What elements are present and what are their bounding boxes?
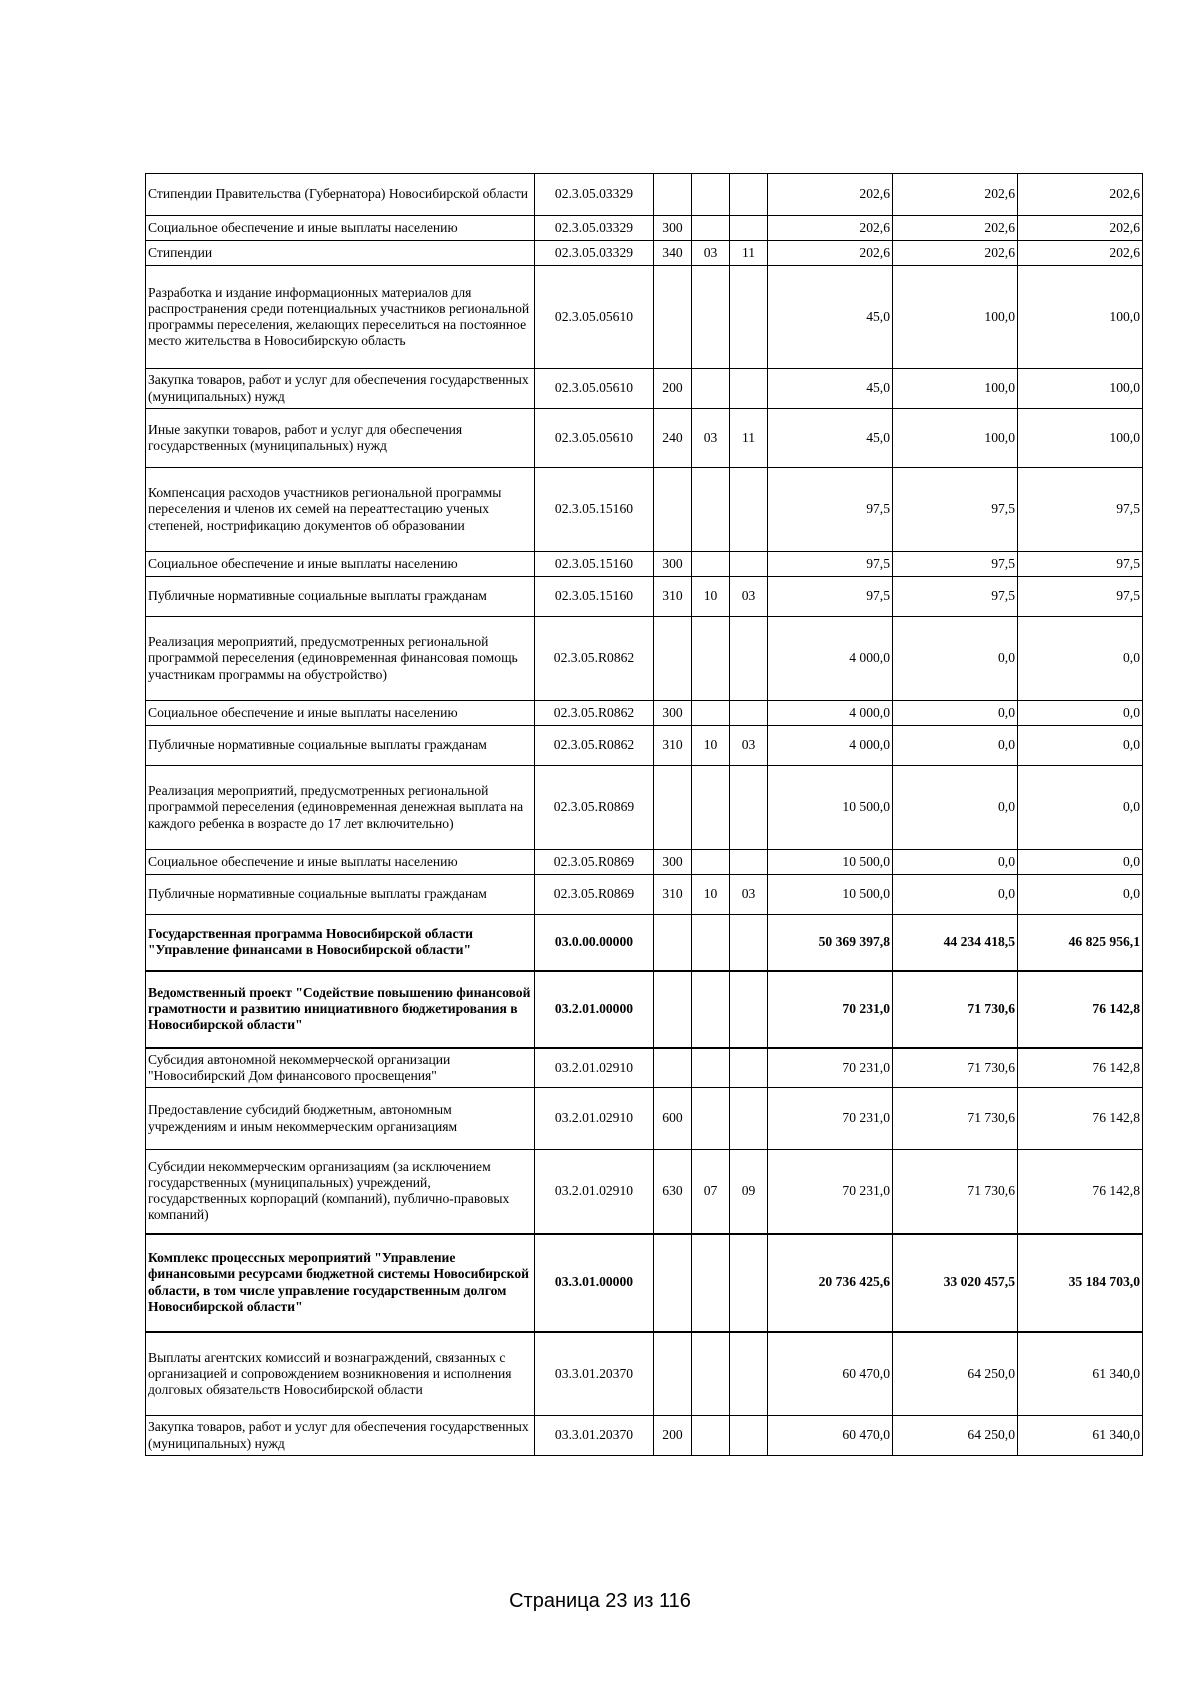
row-subsection bbox=[730, 468, 768, 552]
row-amount-year-2: 202,6 bbox=[893, 174, 1018, 216]
row-target-code: 02.3.05.R0869 bbox=[535, 766, 654, 850]
row-section bbox=[692, 766, 730, 850]
row-amount-year-2: 71 730,6 bbox=[893, 971, 1018, 1048]
row-target-code: 02.3.05.R0862 bbox=[535, 701, 654, 726]
row-amount-year-1: 202,6 bbox=[768, 241, 893, 266]
row-expense-type: 300 bbox=[654, 701, 692, 726]
row-name: Закупка товаров, работ и услуг для обеспечения государственных (муниципальных) нужд bbox=[146, 1416, 535, 1456]
row-amount-year-2: 71 730,6 bbox=[893, 1048, 1018, 1088]
row-amount-year-3: 97,5 bbox=[1018, 552, 1143, 577]
row-target-code: 03.3.01.20370 bbox=[535, 1332, 654, 1416]
row-name: Разработка и издание информационных материалов для распространения среди потенциальных участников региональной программы переселения, желающих переселиться на постоянное место жительства в Новосибирскую область bbox=[146, 266, 535, 369]
row-amount-year-3: 202,6 bbox=[1018, 216, 1143, 241]
row-amount-year-2: 100,0 bbox=[893, 409, 1018, 468]
row-amount-year-3: 0,0 bbox=[1018, 850, 1143, 875]
row-amount-year-1: 4 000,0 bbox=[768, 726, 893, 766]
row-amount-year-2: 97,5 bbox=[893, 577, 1018, 617]
table-row bbox=[146, 766, 1143, 850]
table-row bbox=[146, 726, 1143, 766]
row-subsection bbox=[730, 266, 768, 369]
row-amount-year-3: 97,5 bbox=[1018, 577, 1143, 617]
row-subsection bbox=[730, 915, 768, 971]
row-amount-year-3: 0,0 bbox=[1018, 701, 1143, 726]
row-subsection: 11 bbox=[730, 409, 768, 468]
row-subsection bbox=[730, 1088, 768, 1150]
row-section bbox=[692, 1048, 730, 1088]
row-amount-year-3: 100,0 bbox=[1018, 409, 1143, 468]
row-target-code: 03.2.01.02910 bbox=[535, 1088, 654, 1150]
row-expense-type: 310 bbox=[654, 577, 692, 617]
row-expense-type: 300 bbox=[654, 216, 692, 241]
row-expense-type bbox=[654, 266, 692, 369]
row-expense-type bbox=[654, 1048, 692, 1088]
row-amount-year-2: 71 730,6 bbox=[893, 1150, 1018, 1234]
row-section bbox=[692, 617, 730, 701]
table-row bbox=[146, 850, 1143, 875]
row-amount-year-3: 97,5 bbox=[1018, 468, 1143, 552]
row-amount-year-1: 202,6 bbox=[768, 216, 893, 241]
table-row bbox=[146, 266, 1143, 369]
row-amount-year-3: 61 340,0 bbox=[1018, 1416, 1143, 1456]
row-amount-year-1: 10 500,0 bbox=[768, 766, 893, 850]
table-row bbox=[146, 241, 1143, 266]
table-row bbox=[146, 1048, 1143, 1088]
row-section bbox=[692, 468, 730, 552]
row-name: Субсидии некоммерческим организациям (за исключением государственных (муниципальных) учреждений, государственных корпораций (компаний), публично-правовых компаний) bbox=[146, 1150, 535, 1234]
row-subsection bbox=[730, 971, 768, 1048]
row-subsection bbox=[730, 552, 768, 577]
table-row bbox=[146, 1088, 1143, 1150]
row-section bbox=[692, 369, 730, 409]
row-subsection: 03 bbox=[730, 726, 768, 766]
row-section bbox=[692, 1088, 730, 1150]
row-expense-type: 310 bbox=[654, 875, 692, 915]
row-section: 03 bbox=[692, 409, 730, 468]
table-row bbox=[146, 617, 1143, 701]
row-amount-year-1: 70 231,0 bbox=[768, 1048, 893, 1088]
row-amount-year-3: 0,0 bbox=[1018, 875, 1143, 915]
row-amount-year-2: 97,5 bbox=[893, 552, 1018, 577]
table-row bbox=[146, 552, 1143, 577]
row-section: 03 bbox=[692, 241, 730, 266]
row-amount-year-3: 202,6 bbox=[1018, 174, 1143, 216]
row-target-code: 03.3.01.20370 bbox=[535, 1416, 654, 1456]
row-expense-type: 630 bbox=[654, 1150, 692, 1234]
row-expense-type bbox=[654, 766, 692, 850]
row-amount-year-1: 60 470,0 bbox=[768, 1332, 893, 1416]
row-amount-year-2: 202,6 bbox=[893, 216, 1018, 241]
row-amount-year-2: 0,0 bbox=[893, 850, 1018, 875]
row-target-code: 02.3.05.15160 bbox=[535, 577, 654, 617]
row-name: Комплекс процессных мероприятий "Управление финансовыми ресурсами бюджетной системы Новосибирской области, в том числе управление государственным долгом Новосибирской области" bbox=[146, 1234, 535, 1332]
row-expense-type: 600 bbox=[654, 1088, 692, 1150]
row-section bbox=[692, 174, 730, 216]
row-amount-year-3: 76 142,8 bbox=[1018, 1048, 1143, 1088]
row-name: Ведомственный проект "Содействие повышению финансовой грамотности и развитию инициативного бюджетирования в Новосибирской области" bbox=[146, 971, 535, 1048]
row-amount-year-2: 0,0 bbox=[893, 617, 1018, 701]
row-amount-year-2: 0,0 bbox=[893, 875, 1018, 915]
row-section bbox=[692, 1332, 730, 1416]
row-section bbox=[692, 216, 730, 241]
row-amount-year-1: 4 000,0 bbox=[768, 701, 893, 726]
row-amount-year-3: 100,0 bbox=[1018, 266, 1143, 369]
row-amount-year-1: 97,5 bbox=[768, 468, 893, 552]
row-name: Публичные нормативные социальные выплаты гражданам bbox=[146, 726, 535, 766]
row-amount-year-1: 50 369 397,8 bbox=[768, 915, 893, 971]
table-row bbox=[146, 1332, 1143, 1416]
row-amount-year-1: 20 736 425,6 bbox=[768, 1234, 893, 1332]
row-name: Закупка товаров, работ и услуг для обеспечения государственных (муниципальных) нужд bbox=[146, 369, 535, 409]
row-amount-year-3: 0,0 bbox=[1018, 766, 1143, 850]
row-target-code: 02.3.05.03329 bbox=[535, 174, 654, 216]
row-name: Государственная программа Новосибирской области "Управление финансами в Новосибирской области" bbox=[146, 915, 535, 971]
row-name: Реализация мероприятий, предусмотренных региональной программой переселения (единовременная финансовая помощь участникам программы на обустройство) bbox=[146, 617, 535, 701]
row-section bbox=[692, 971, 730, 1048]
row-amount-year-2: 0,0 bbox=[893, 726, 1018, 766]
row-name: Компенсация расходов участников региональной программы переселения и членов их семей на переаттестацию ученых степеней, нострификацию документов об образовании bbox=[146, 468, 535, 552]
row-expense-type bbox=[654, 971, 692, 1048]
row-amount-year-1: 45,0 bbox=[768, 409, 893, 468]
row-target-code: 03.2.01.02910 bbox=[535, 1048, 654, 1088]
row-amount-year-1: 10 500,0 bbox=[768, 875, 893, 915]
row-target-code: 02.3.05.05610 bbox=[535, 266, 654, 369]
row-subsection bbox=[730, 1048, 768, 1088]
row-amount-year-3: 76 142,8 bbox=[1018, 971, 1143, 1048]
table-row bbox=[146, 875, 1143, 915]
row-target-code: 02.3.05.05610 bbox=[535, 409, 654, 468]
row-section bbox=[692, 1416, 730, 1456]
row-name: Стипендии Правительства (Губернатора) Новосибирской области bbox=[146, 174, 535, 216]
row-name: Социальное обеспечение и иные выплаты населению bbox=[146, 850, 535, 875]
row-subsection bbox=[730, 766, 768, 850]
row-amount-year-3: 0,0 bbox=[1018, 726, 1143, 766]
row-amount-year-3: 76 142,8 bbox=[1018, 1088, 1143, 1150]
row-subsection: 03 bbox=[730, 875, 768, 915]
row-amount-year-2: 33 020 457,5 bbox=[893, 1234, 1018, 1332]
row-amount-year-2: 202,6 bbox=[893, 241, 1018, 266]
row-target-code: 03.2.01.02910 bbox=[535, 1150, 654, 1234]
budget-table bbox=[145, 173, 1143, 1456]
row-amount-year-1: 70 231,0 bbox=[768, 1150, 893, 1234]
row-expense-type bbox=[654, 1332, 692, 1416]
table-body bbox=[146, 174, 1143, 1456]
row-target-code: 02.3.05.R0869 bbox=[535, 875, 654, 915]
row-amount-year-1: 45,0 bbox=[768, 369, 893, 409]
row-name: Иные закупки товаров, работ и услуг для обеспечения государственных (муниципальных) нужд bbox=[146, 409, 535, 468]
row-target-code: 02.3.05.05610 bbox=[535, 369, 654, 409]
row-amount-year-3: 61 340,0 bbox=[1018, 1332, 1143, 1416]
row-subsection bbox=[730, 1332, 768, 1416]
row-target-code: 02.3.05.03329 bbox=[535, 241, 654, 266]
row-name: Стипендии bbox=[146, 241, 535, 266]
table-row bbox=[146, 369, 1143, 409]
row-amount-year-2: 97,5 bbox=[893, 468, 1018, 552]
row-target-code: 03.0.00.00000 bbox=[535, 915, 654, 971]
row-section bbox=[692, 1234, 730, 1332]
row-amount-year-3: 0,0 bbox=[1018, 617, 1143, 701]
table-row bbox=[146, 1234, 1143, 1332]
table-row bbox=[146, 1150, 1143, 1234]
row-section bbox=[692, 850, 730, 875]
row-amount-year-1: 97,5 bbox=[768, 552, 893, 577]
table-row bbox=[146, 915, 1143, 971]
row-target-code: 02.3.05.R0869 bbox=[535, 850, 654, 875]
row-expense-type: 340 bbox=[654, 241, 692, 266]
row-name: Социальное обеспечение и иные выплаты населению bbox=[146, 216, 535, 241]
table-row bbox=[146, 409, 1143, 468]
row-name: Социальное обеспечение и иные выплаты населению bbox=[146, 552, 535, 577]
row-section: 10 bbox=[692, 726, 730, 766]
table-row bbox=[146, 468, 1143, 552]
row-target-code: 02.3.05.15160 bbox=[535, 552, 654, 577]
row-subsection bbox=[730, 701, 768, 726]
row-amount-year-2: 0,0 bbox=[893, 701, 1018, 726]
row-amount-year-1: 202,6 bbox=[768, 174, 893, 216]
page-number: Страница 23 из 116 bbox=[509, 1590, 691, 1612]
row-target-code: 02.3.05.15160 bbox=[535, 468, 654, 552]
row-section bbox=[692, 266, 730, 369]
row-subsection bbox=[730, 850, 768, 875]
row-target-code: 03.2.01.00000 bbox=[535, 971, 654, 1048]
row-amount-year-3: 76 142,8 bbox=[1018, 1150, 1143, 1234]
row-amount-year-2: 71 730,6 bbox=[893, 1088, 1018, 1150]
row-expense-type: 200 bbox=[654, 369, 692, 409]
row-amount-year-3: 100,0 bbox=[1018, 369, 1143, 409]
row-amount-year-1: 10 500,0 bbox=[768, 850, 893, 875]
row-section bbox=[692, 915, 730, 971]
row-name: Публичные нормативные социальные выплаты гражданам bbox=[146, 577, 535, 617]
table-row bbox=[146, 174, 1143, 216]
row-amount-year-3: 35 184 703,0 bbox=[1018, 1234, 1143, 1332]
row-amount-year-2: 0,0 bbox=[893, 766, 1018, 850]
row-amount-year-1: 4 000,0 bbox=[768, 617, 893, 701]
row-subsection: 03 bbox=[730, 577, 768, 617]
row-expense-type: 240 bbox=[654, 409, 692, 468]
row-target-code: 02.3.05.03329 bbox=[535, 216, 654, 241]
table-row bbox=[146, 701, 1143, 726]
row-expense-type: 300 bbox=[654, 850, 692, 875]
row-amount-year-2: 44 234 418,5 bbox=[893, 915, 1018, 971]
row-expense-type bbox=[654, 468, 692, 552]
row-subsection: 11 bbox=[730, 241, 768, 266]
row-expense-type bbox=[654, 1234, 692, 1332]
table-row bbox=[146, 971, 1143, 1048]
row-subsection bbox=[730, 369, 768, 409]
table-row bbox=[146, 1416, 1143, 1456]
row-expense-type: 300 bbox=[654, 552, 692, 577]
row-section: 10 bbox=[692, 577, 730, 617]
row-amount-year-2: 64 250,0 bbox=[893, 1416, 1018, 1456]
row-amount-year-1: 70 231,0 bbox=[768, 971, 893, 1048]
row-subsection: 09 bbox=[730, 1150, 768, 1234]
row-amount-year-1: 60 470,0 bbox=[768, 1416, 893, 1456]
table-row bbox=[146, 577, 1143, 617]
row-section: 07 bbox=[692, 1150, 730, 1234]
row-expense-type: 200 bbox=[654, 1416, 692, 1456]
row-name: Реализация мероприятий, предусмотренных региональной программой переселения (единовременная денежная выплата на каждого ребенка в возрасте до 17 лет включительно) bbox=[146, 766, 535, 850]
row-subsection bbox=[730, 174, 768, 216]
row-name: Предоставление субсидий бюджетным, автономным учреждениям и иным некоммерческим организациям bbox=[146, 1088, 535, 1150]
row-subsection bbox=[730, 1416, 768, 1456]
row-section bbox=[692, 552, 730, 577]
row-target-code: 03.3.01.00000 bbox=[535, 1234, 654, 1332]
row-amount-year-2: 64 250,0 bbox=[893, 1332, 1018, 1416]
row-amount-year-1: 70 231,0 bbox=[768, 1088, 893, 1150]
row-subsection bbox=[730, 617, 768, 701]
row-section bbox=[692, 701, 730, 726]
row-subsection bbox=[730, 216, 768, 241]
row-name: Социальное обеспечение и иные выплаты населению bbox=[146, 701, 535, 726]
row-amount-year-3: 46 825 956,1 bbox=[1018, 915, 1143, 971]
row-name: Публичные нормативные социальные выплаты гражданам bbox=[146, 875, 535, 915]
row-amount-year-1: 45,0 bbox=[768, 266, 893, 369]
table-row bbox=[146, 216, 1143, 241]
row-amount-year-2: 100,0 bbox=[893, 266, 1018, 369]
row-amount-year-1: 97,5 bbox=[768, 577, 893, 617]
row-name: Субсидия автономной некоммерческой организации "Новосибирский Дом финансового просвещения" bbox=[146, 1048, 535, 1088]
row-target-code: 02.3.05.R0862 bbox=[535, 617, 654, 701]
row-section: 10 bbox=[692, 875, 730, 915]
row-amount-year-2: 100,0 bbox=[893, 369, 1018, 409]
row-expense-type bbox=[654, 174, 692, 216]
row-expense-type bbox=[654, 915, 692, 971]
row-amount-year-3: 202,6 bbox=[1018, 241, 1143, 266]
row-name: Выплаты агентских комиссий и вознаграждений, связанных с организацией и сопровождением возникновения и исполнения долговых обязательств Новосибирской области bbox=[146, 1332, 535, 1416]
row-expense-type: 310 bbox=[654, 726, 692, 766]
row-subsection bbox=[730, 1234, 768, 1332]
row-target-code: 02.3.05.R0862 bbox=[535, 726, 654, 766]
row-expense-type bbox=[654, 617, 692, 701]
